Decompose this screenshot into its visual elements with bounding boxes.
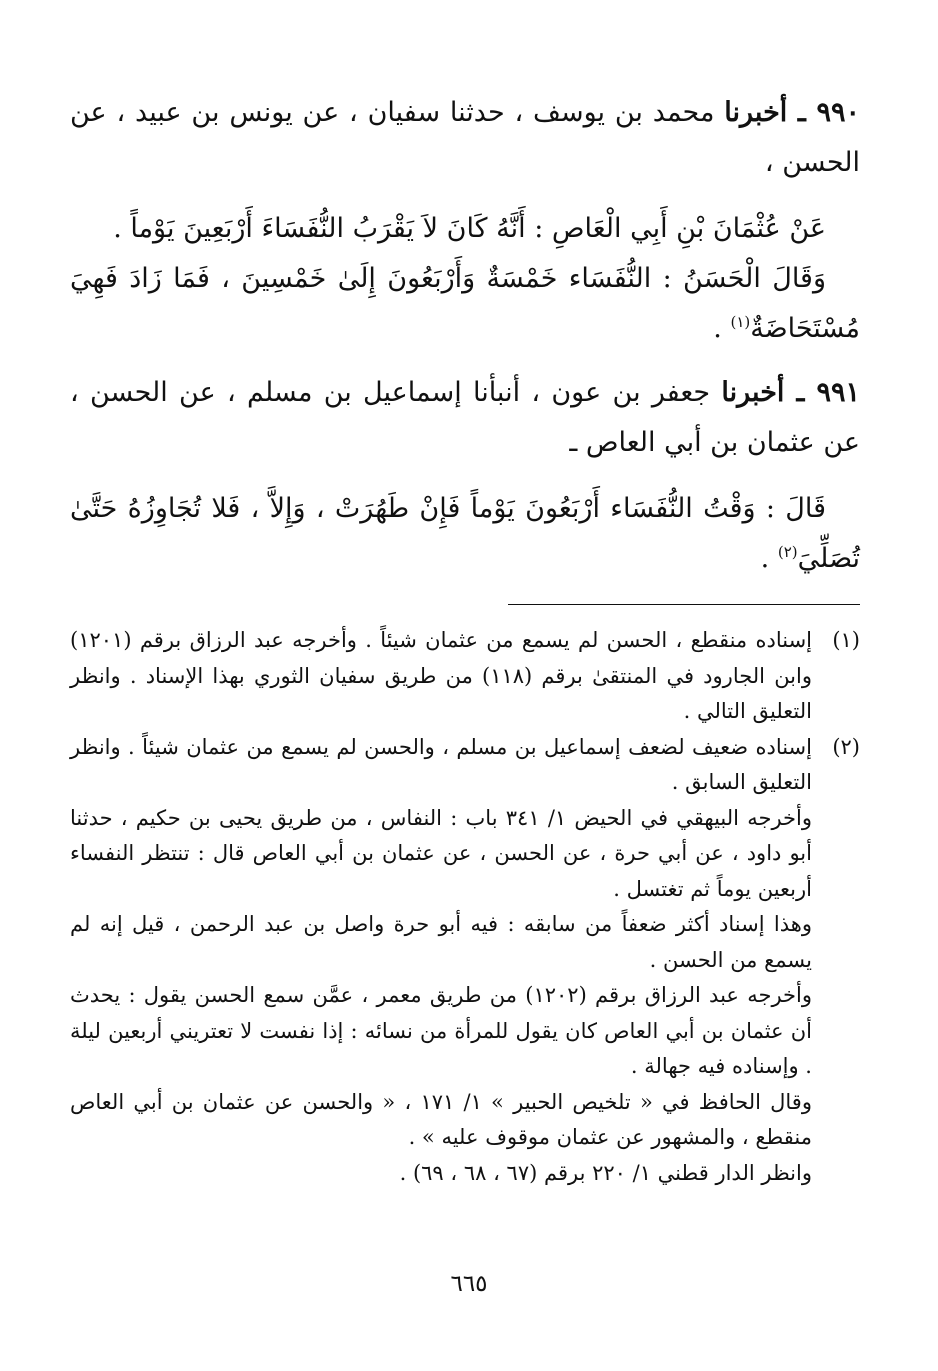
hadith-990-text-1 — [70, 204, 860, 254]
hadith-991-text-1: قَالَ : وَقْتُ النُّفَسَاء أَرْبَعُونَ يَوْماً فَإِنْ طَهُرَتْ ، وَإِلاَّ ، فَلا تُجَاوِزُهُ حَتَّىٰ تُصَلِّيَ$^{(٢)}$ . — [70, 493, 860, 574]
footnote-marker: (١) — [832, 628, 860, 652]
hadith-text: وَقَالَ الْحَسَنُ : النُّفَسَاء خَمْسَةٌ وَأَرْبَعُونَ إِلَىٰ خَمْسِينَ ، فَمَا زَادَ فَهِيَ مُسْتَحَاضَةٌ — [70, 263, 860, 344]
main-text — [70, 88, 860, 584]
footnote-marker: (٢) — [832, 734, 860, 759]
hadith-lead: أخبرنا — [724, 97, 788, 128]
footnotes — [70, 623, 860, 1191]
hadith-number: ٩٩٠ — [816, 97, 860, 128]
hadith-lead: أخبرنا — [721, 377, 785, 408]
footnote-2 — [70, 730, 860, 1192]
hadith-990-isnad: ٩٩٠ ـ أخبرنا محمد بن يوسف ، حدثنا سفيان ، عن يونس بن عبيد ، عن الحسن ، — [70, 97, 860, 178]
hadith-991-isnad: ٩٩١ ـ أخبرنا جعفر بن عون ، أنبأنا إسماعيل بن مسلم ، عن الحسن ، عن عثمان بن أبي العاص ـ — [70, 377, 860, 458]
footnote-ref: (٢) — [777, 543, 798, 561]
hadith-isnad: محمد بن يوسف ، حدثنا سفيان ، عن يونس بن عبيد ، عن الحسن ، — [70, 97, 860, 178]
book-page — [70, 88, 860, 1371]
footnote-paragraph: إسناده منقطع ، الحسن لم يسمع من عثمان شيئاً . وأخرجه عبد الرزاق برقم (١٢٠١) وابن الجارود في المنتقىٰ برقم (١١٨) من طريق سفيان الثوري بهذا الإسناد . وانظر التعليق التالي . — [70, 628, 813, 723]
hadith-text: عَنْ عُثْمَانَ بْنِ أَبِي الْعَاصِ : أَنَّهُ كَانَ لاَ يَقْرَبُ النُّفَسَاءَ أَرْبَعِينَ يَوْماً . — [113, 213, 826, 244]
footnote-paragraph: وهذا إسناد أكثر ضعفاً من سابقه : فيه أبو حرة واصل بن عبد الرحمن ، قيل إنه لم يسمع من الحسن . — [70, 912, 812, 972]
footnote-paragraph: وقال الحافظ في « تلخيص الحبير » ١/ ١٧١ ، « والحسن عن عثمان بن أبي العاص منقطع ، والمشهور عن عثمان موقوف عليه » . — [70, 1089, 812, 1149]
footnote-paragraph: وانظر الدار قطني ١/ ٢٢٠ برقم (٦٧ ، ٦٨ ، ٦٩) . — [399, 1160, 812, 1185]
footnote-separator — [508, 604, 860, 605]
footnote-paragraph: وأخرجه البيهقي في الحيض ١/ ٣٤١ باب : النفاس ، من طريق يحيى بن حكيم ، حدثنا أبو داود ، عن أبي حرة ، عن الحسن ، عن عثمان بن أبي العاص قال : تنتظر النفساء أربعين يوماً ثم تغتسل . — [70, 805, 812, 901]
hadith-isnad: جعفر بن عون ، أنبأنا إسماعيل بن مسلم ، عن الحسن ، عن عثمان بن أبي العاص ـ — [70, 377, 860, 458]
hadith-number: ٩٩١ — [816, 377, 860, 408]
footnote-paragraph: إسناده ضعيف لضعف إسماعيل بن مسلم ، والحسن لم يسمع من عثمان شيئاً . وانظر التعليق السابق . — [70, 734, 812, 794]
hadith-text: قَالَ : وَقْتُ النُّفَسَاء أَرْبَعُونَ يَوْماً فَإِنْ طَهُرَتْ ، وَإِلاَّ ، فَلا تُجَاوِزُهُ حَتَّىٰ تُصَلِّيَ — [70, 493, 860, 574]
footnote-paragraph: وأخرجه عبد الرزاق برقم (١٢٠٢) من طريق معمر ، عمَّن سمع الحسن يقول : يحدث أن عثمان بن أبي العاص كان يقول للمرأة من نسائه : إذا نفست لا تعتريني أربعين ليلة . وإسناده فيه جهالة . — [70, 983, 812, 1078]
hadith-990-text-2: وَقَالَ الْحَسَنُ : النُّفَسَاء خَمْسَةٌ وَأَرْبَعُونَ إِلَىٰ خَمْسِينَ ، فَمَا زَادَ فَهِيَ مُسْتَحَاضَةٌ$^{(١)}$ . — [70, 263, 860, 344]
footnote-1 — [70, 623, 860, 730]
footnote-body — [70, 730, 812, 1192]
footnote-ref: (١) — [730, 313, 751, 331]
page-number: ٦٦٥ — [450, 1271, 488, 1297]
footnote-body — [70, 623, 812, 730]
